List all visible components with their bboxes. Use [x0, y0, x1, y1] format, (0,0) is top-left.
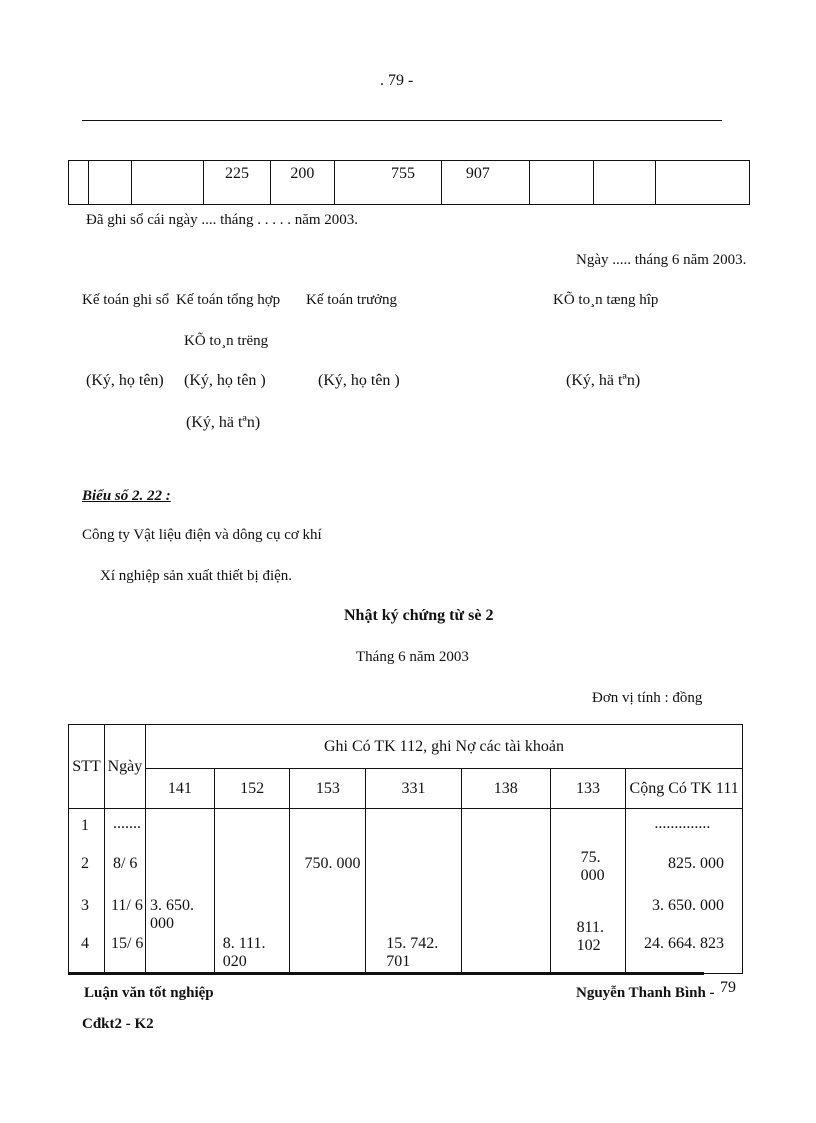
top-cell-1 [69, 161, 89, 205]
row-3-date: 11/ 6 [110, 897, 143, 914]
footer-rule [68, 972, 704, 975]
col-stt [69, 809, 105, 974]
header-rule [82, 120, 722, 121]
page-number-top: . 79 - [380, 72, 414, 89]
journal-header-row-2 [69, 769, 743, 809]
date-line: Ngày ..... tháng 6 năm 2003. [576, 252, 747, 268]
row-4-date: 15/ 6 [110, 935, 144, 952]
signer-2-sign-2: (Ký, hä tªn) [186, 414, 261, 431]
row-2-c153: 750. 000 [304, 855, 361, 872]
col-133 [550, 809, 626, 974]
header-col-152: 152 [214, 769, 290, 809]
journal-title: Nhật ký chứng từ sè 2 [344, 607, 494, 624]
col-141 [145, 809, 214, 974]
factory-name: Xí nghiệp sản xuất thiết bị điện. [100, 568, 293, 584]
col-152 [214, 809, 290, 974]
signer-2-title: Kế toán tổng hợp [176, 292, 281, 308]
unit-label: Đơn vị tính : đồng [592, 690, 703, 706]
top-cell-3 [131, 161, 204, 205]
row-1-total: .............. [654, 815, 711, 832]
col-date [104, 809, 145, 974]
signer-1-sign: (Ký, họ tên) [86, 372, 164, 389]
top-cell-10 [655, 161, 749, 205]
top-cell-8 [530, 161, 594, 205]
footer-author: Nguyễn Thanh Bình - [576, 985, 715, 1001]
col-total [626, 809, 743, 974]
row-2-date: 8/ 6 [112, 855, 138, 872]
signer-3-title: Kế toán trưởng [306, 292, 398, 308]
footer-left: Luận văn tốt nghiệp [84, 985, 214, 1001]
top-cell-907: 907 [441, 161, 529, 205]
top-cell-2 [88, 161, 131, 205]
row-4-c331: 15. 742. 701 [386, 935, 439, 970]
header-col-total: Cộng Có TK 111 [626, 769, 743, 809]
top-cell-200: 200 [270, 161, 334, 205]
header-stt: STT [69, 725, 105, 809]
journal-month: Tháng 6 năm 2003 [356, 649, 469, 665]
ledger-note: Đã ghi sổ cái ngày .... tháng . . . . . năm 2003. [86, 212, 359, 228]
journal-header-row-1 [69, 725, 743, 769]
header-col-138: 138 [461, 769, 550, 809]
row-4-c152: 8. 111. 020 [222, 935, 266, 970]
row-2-stt: 2 [81, 855, 89, 872]
top-table-row [69, 161, 750, 205]
row-2-c133: 75. 000 [580, 849, 605, 884]
top-cell-755: 755 [335, 161, 442, 205]
journal-body [69, 809, 743, 974]
signer-2-sign: (Ký, họ tên ) [184, 372, 266, 389]
company-name: Công ty Vật liệu điện và dông cụ cơ khí [82, 527, 322, 543]
header-col-141: 141 [145, 769, 214, 809]
row-2-total: 825. 000 [668, 855, 724, 872]
row-4-total: 24. 664. 823 [644, 935, 724, 952]
signer-4-sign: (Ký, hä tªn) [566, 372, 641, 389]
row-1-date: ....... [112, 815, 141, 832]
header-date: Ngày [104, 725, 145, 809]
header-col-133: 133 [550, 769, 626, 809]
row-1-stt: 1 [81, 817, 89, 834]
col-138 [461, 809, 550, 974]
col-331 [366, 809, 462, 974]
top-table [68, 160, 750, 205]
header-col-153: 153 [290, 769, 366, 809]
row-3-stt: 3 [81, 897, 89, 914]
top-cell-9 [593, 161, 655, 205]
row-4-stt: 4 [81, 935, 89, 952]
signer-4-title: KÕ to¸n tæng hîp [553, 292, 659, 308]
exhibit-label: Biểu số 2. 22 : [82, 488, 171, 504]
row-3-total: 3. 650. 000 [652, 897, 724, 914]
top-cell-225: 225 [204, 161, 270, 205]
footer-page-number: 79 [720, 979, 736, 996]
header-col-331: 331 [366, 769, 462, 809]
signer-1-title: Kế toán ghi sổ [82, 292, 170, 308]
header-group: Ghi Có TK 112, ghi Nợ các tài khoản [145, 725, 742, 769]
row-3-c133: 811. 102 [576, 919, 604, 954]
col-153 [290, 809, 366, 974]
signer-3-sign: (Ký, họ tên ) [318, 372, 400, 389]
signer-2-subtitle: KÕ to¸n trëng [184, 333, 269, 349]
footer-left-2: Cđkt2 - K2 [82, 1016, 154, 1032]
row-3-c141: 3. 650. 000 [149, 897, 194, 932]
journal-table [68, 724, 743, 974]
